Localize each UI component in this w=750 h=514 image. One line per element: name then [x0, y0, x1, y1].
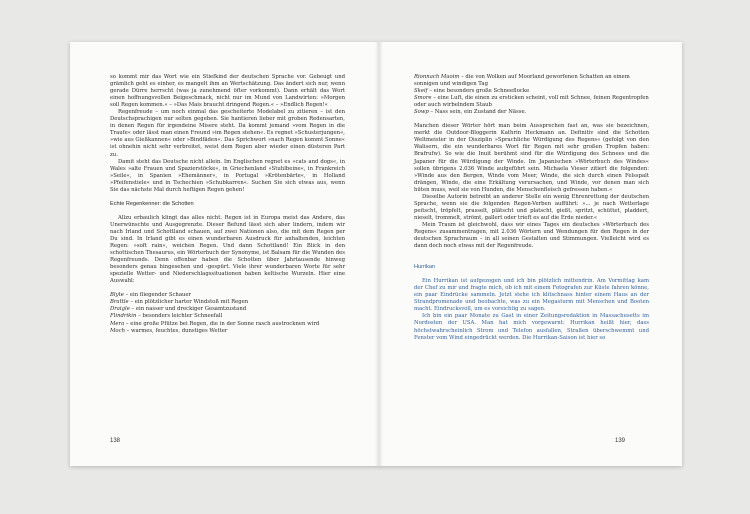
right-paragraph-3: Mein Traum ist gleichwohl, dass wir eines Tages ein deutsches »Wörterbuch des Regens« zusammentragen, mit 2.036 Wörtern und Wendungen für den Regen in der deutschen Sprachraum – in all seinen Gestalten und Stimmungen. Vielleicht wird es dann doch noch etwas mit der Regenfreude.	[414, 221, 649, 250]
section-heading-schotten: Echte Regenkenner: die Schotten	[110, 200, 194, 207]
left-paragraph-3: Damit steht das Deutsche nicht allein. Im Englischen regnet es »cats and dogs«, in Wales »alte Frauen und Spazierstöcke«, in Griechenland »Stuhlbeine«, in Frankreich »Seile«, in Spanien »Ehemänner«, in Portugal »Krötenbärte«, in Holland »Pfeifenstiele« und in Tschechien »Schubkarren«. Suchen Sie sich etwas aus, wenn Sie das nächste Mal durch heftigen Regen gehen!	[110, 158, 345, 193]
hurrikan-paragraph-1: Ein Hurrikan ist aufgezogen und ich bin plötzlich mittendrin. Am Vormittag kam der Chef zu mir und fragte mich, ob ich mit einem Fotografen zur Küste fahren könne, ein paar Eindrücke sammeln. Jetzt stehe ich klitschnass hinter einem Haus an der Strandpromenade und beobachte, was zu ein Megasturm mit Menschen und Booten macht. Eindrucksvoll, um es vorsichtig zu sagen.	[414, 278, 649, 313]
glossary-entry: Sowp – Nass sein, ein Zustand der Nässe.	[414, 109, 527, 116]
section-heading-hurrikan: Hurrikan	[414, 264, 436, 271]
left-paragraph-1: so kommt mir das Wort wie ein Stiefkind der deutschen Sprache vor. Gebeugt und grämlich geht es einher, es mangelt ihm an Wertschätzung. Das ändert sich nur, wenn gerade Dürre herrscht (was ja zunehmend öfter vorkommt). Dann erhält das Wort einen hoffnungsvollen Beigeschmack, nicht nur im Mund von Landwirten: »Morgen soll Regen kommen.« – »Das Mais braucht dringend Regen.« – »Endlich Regen!«	[110, 74, 345, 109]
right-page	[414, 74, 649, 342]
glossary-entry: Flindrikin – besonders leichter Schneefall	[110, 313, 223, 320]
hurrikan-paragraph-2: Ich bin ein paar Monate zu Gast in einer Zeitungsredaktion in Massachusetts im Nordosten der USA. Man hat mich vorgewarnt: Hurrikan heißt hier, dass höchstwahrscheinlich Strom und Telefon ausfallen, Straßen überschwemmt und Fenster vom Wind eingedrückt werden. Die Hurrikan-Saison ist hier so	[414, 313, 649, 341]
glossary-entry: Smore – eine Luft, die einen zu ersticken scheint, voll mit Schnee, feinen Regentropfen oder auch wirbelndem Staub	[414, 95, 649, 109]
glossary-entry: Rionnach Maoim – die von Wolken auf Moorland geworfenen Schatten an einem sonnigen und windigen Tag	[414, 74, 630, 88]
glossary-entry: Blyte – ein fliegender Schauer	[110, 292, 192, 299]
right-paragraph-1: Manchen dieser Wörter hört man beim Aussprechen fast an, was sie bezeichnen, merkt die Outdoor-Bloggerin Kathrin Heckmann an. Definitiv sind die Schotten Weltmeister in der Disziplin »Sprachliche Würdigung des Regens« (gefolgt von den Walisern, die ein wunderbares Wort für Regen mit sehr großen Tropfen haben: Brafrufw). So wie die Inuit berühmt sind für die Würdigung des Schnees und die Japaner für die Würdigung der Winde. Im Japanischen »Wörterbuch des Windes« sollen übrigens 2.036 Winde aufgeführt sein. Michaela Vieser zitiert die folgenden: »Winde aus den Bergen, Winde vom Meer, Winde, die sich durch einen Felsspalt drängen, Winde, die eine Erkältung verursachen, und Winde, vor denen man sich hüten muss, weil sie von Hunden, die Menschenfleisch gefressen haben.«	[414, 123, 649, 193]
left-paragraph-2: Regenfreude – um noch einmal das gescheiterte Modelabel zu zitieren – ist den Deutschsprachigen nur selten gegeben. Sie hantieren lieber mit groben Redensarten, in denen Regen für irgendeine Misere steht. Da kommt jemand »vom Regen in die Traufe« oder lässt man einen Freund »im Regen stehen«. Es regnet »Schusterjungen«, »wie aus Gießkannen« oder »Bindfäden«. Das Sprichwort »nach Regen kommt Sonne« ist ohnehin nicht sehr verbreitet, weist dem Regen aber wieder einen düsteren Part zu.	[110, 109, 345, 158]
book-gutter	[375, 42, 383, 466]
glossary-entry: Moch – warmes, feuchtes, dunstiges Wetter	[110, 327, 228, 334]
left-page	[110, 74, 345, 335]
left-paragraph-4: Allzu erbaulich klingt das alles nicht. Regen ist in Europa meist das Andere, das Unerwünschte und Ausgegrenzte. Dieser Befund lässt sich aber lindern, indem wir nach Irland und Schottland schauen, auf zwei Nationen also, die mit dem Regen per Du sind. In Irland gibt es einen wunderbaren Ausdruck für anhaltenden, leichten Regen: »soft rain«, weichen Regen. Und dann Schottland! Ein Blick in den schottischen Thesaurus, ein Wörterbuch der Synonyme, ist Balsam für die Wunden des Regenfreunds. Denn offenbar haben die Schotten über Jahrtausende hinweg besonders genau hingesehen und -gespürt. Viele ihrer wunderbaren Worte für sehr spezielle Wetter- und Niederschlagssituationen haben keltische Wurzeln. Hier eine Auswahl:	[110, 214, 345, 285]
page-number-left: 138	[110, 438, 121, 444]
glossary-entry: Mera – eine große Pfütze bei Regen, die in der Sonne rasch austrocknen wird	[110, 320, 320, 327]
glossary-entry: Brattle – ein plötzlicher harter Windstoß mit Regen	[110, 299, 249, 306]
glossary-entry: Draigle – ein nasser und dreckiger Gesamtzustand	[110, 306, 247, 313]
glossary-entry: Skeif – eine besonders große Schneeflocke	[414, 88, 530, 95]
right-paragraph-2: Dieselbe Autorin betreibt an anderer Stelle ein wenig Ehrenrettung der deutschen Sprache, wenn sie die folgenden Regen-Verben aufführt: »... je nach Wetterlage peitscht, tröpfelt, prasselt, plätscht und platscht, gießt, spritzt, schüttet, pladdert, nieselt, trommelt, strömt, gallert oder trieft es auf die Erde nieder.«	[414, 193, 649, 221]
book-spread	[70, 42, 682, 466]
right-glossary	[414, 74, 649, 116]
page-number-right: 139	[615, 438, 626, 444]
left-glossary	[110, 292, 345, 334]
